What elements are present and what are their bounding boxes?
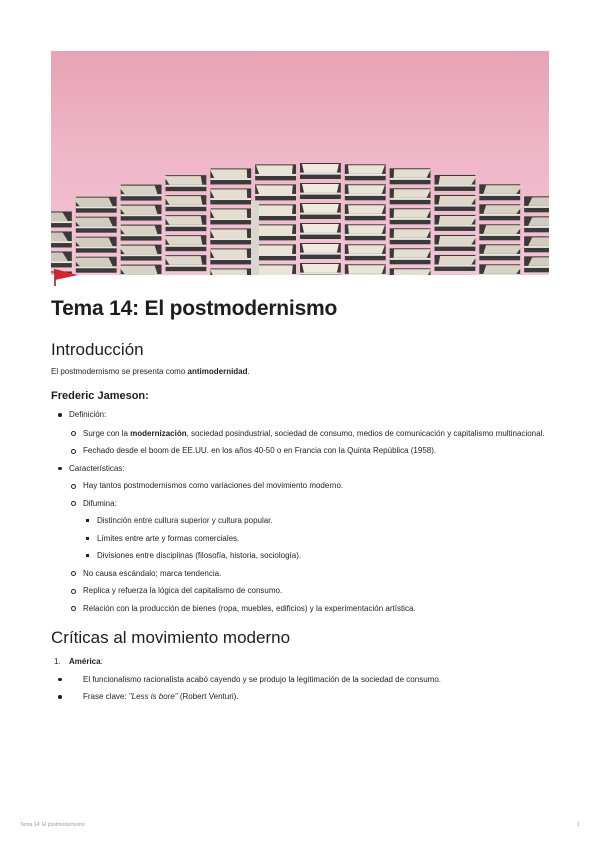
list-item-replica: Replica y refuerza la lógica del capitalismo de consumo. — [51, 585, 549, 597]
facade-panel — [390, 248, 431, 264]
list-item-america: 1. América: — [54, 657, 103, 666]
facade-panel — [390, 268, 431, 275]
list-item-distincion: Distinción entre cultura superior y cultura popular. — [51, 515, 549, 527]
facade-panel — [524, 236, 549, 252]
facade-panel — [51, 211, 72, 227]
facade-panel — [300, 183, 341, 199]
facade-panel — [435, 175, 477, 191]
facade-panel — [255, 164, 296, 180]
page-footer — [20, 822, 580, 828]
facade-panel — [390, 168, 431, 184]
facade-panel — [118, 185, 162, 201]
facade-panel — [524, 216, 549, 232]
heading-introduccion: Introducción — [51, 340, 144, 359]
facade-panel — [118, 225, 162, 241]
facade-panel — [479, 224, 523, 240]
jameson-list — [51, 409, 549, 614]
facade-panel — [72, 237, 117, 253]
facade-panel — [255, 204, 296, 220]
facade-panel — [435, 235, 477, 251]
facade-panel — [118, 265, 162, 275]
list-item-variaciones: Hay tantos postmodernismos como variaciones del movimiento moderno. — [51, 480, 549, 492]
facade-panel — [345, 224, 386, 240]
list-item-fechado: Fechado desde el boom de EE.UU. en los años 40-50 o en Francia con la Quinta República (1958). — [51, 445, 549, 457]
facade-panel — [210, 248, 251, 264]
facade-panel — [390, 208, 431, 224]
facade-panel — [164, 175, 206, 191]
facade-panel — [164, 195, 206, 211]
cover-image — [51, 51, 549, 275]
facade-panel — [255, 244, 296, 260]
page-title: Tema 14: El postmodernismo — [51, 297, 338, 320]
list-item-modernizacion: Surge con la modernización, sociedad posindustrial, sociedad de consumo, medios de comunicación y capitalismo multinacional. — [51, 428, 549, 440]
page-number: 1 — [577, 822, 580, 828]
facade-panel — [479, 184, 523, 200]
heading-criticas: Críticas al movimiento moderno — [51, 628, 291, 647]
facade-panel — [164, 255, 206, 271]
facade-panel — [524, 196, 549, 212]
facade-panel — [72, 197, 117, 213]
facade-panel — [300, 203, 341, 219]
facade-panel — [345, 264, 386, 275]
list-item-caracteristicas: Características: — [51, 463, 549, 475]
list-item-divisiones: Divisiones entre disciplinas (filosofía, historia, sociología). — [51, 550, 549, 562]
facade-panel — [479, 204, 523, 220]
facade-panel — [390, 228, 431, 244]
facade-panel — [300, 223, 341, 239]
facade-panel — [300, 263, 341, 275]
document-body — [51, 294, 549, 703]
facade-panel — [210, 168, 251, 184]
facade-panel — [255, 224, 296, 240]
facade-panel — [255, 264, 296, 275]
list-item-difumina: Difumina: — [51, 498, 549, 510]
facade-panel — [345, 244, 386, 260]
list-item-definicion: Definición: — [51, 409, 549, 421]
facade-panel — [345, 164, 386, 180]
red-flag-icon — [52, 266, 80, 288]
list-item-frase-clave: Frase clave: "Less is bore" (Robert Venturi). — [51, 691, 549, 703]
facade-panel — [345, 204, 386, 220]
facade-column — [251, 201, 259, 275]
facade-panel — [210, 268, 251, 275]
facade-panel — [210, 228, 251, 244]
facade-panel — [255, 184, 296, 200]
facade-panel — [345, 184, 386, 200]
heading-frederic-jameson: Frederic Jameson: — [51, 390, 149, 402]
facade-panel — [300, 243, 341, 259]
facade-panel — [479, 244, 523, 260]
intro-paragraph: El postmodernismo se presenta como antimodernidad. — [51, 367, 250, 376]
list-item-funcionalismo: El funcionalismo racionalista acabó cayendo y se produjo la legitimación de la sociedad de consumo. — [51, 674, 549, 686]
facade-panel — [164, 235, 206, 251]
facade-panel — [524, 256, 549, 272]
facade-panel — [300, 163, 341, 179]
list-item-limites: Límites entre arte y formas comerciales. — [51, 533, 549, 545]
facade-panel — [51, 231, 72, 247]
list-item-escandalo: No causa escándalo; marca tendencia. — [51, 568, 549, 580]
facade-panel — [118, 205, 162, 221]
facade-panel — [210, 208, 251, 224]
facade-panel — [479, 264, 523, 275]
criticas-list — [51, 656, 549, 703]
facade-panel — [435, 255, 477, 271]
facade-panel — [435, 215, 477, 231]
facade-panel — [118, 245, 162, 261]
facade-panel — [72, 217, 117, 233]
facade-panel — [164, 215, 206, 231]
list-item-relacion: Relación con la producción de bienes (ropa, muebles, edificios) y la experimentación artística. — [51, 603, 549, 615]
facade-panel — [435, 195, 477, 211]
curved-building-facade — [51, 51, 549, 275]
footer-title: Tema 14: El postmodernismo — [20, 822, 85, 828]
facade-panel — [390, 188, 431, 204]
facade-panel — [210, 188, 251, 204]
